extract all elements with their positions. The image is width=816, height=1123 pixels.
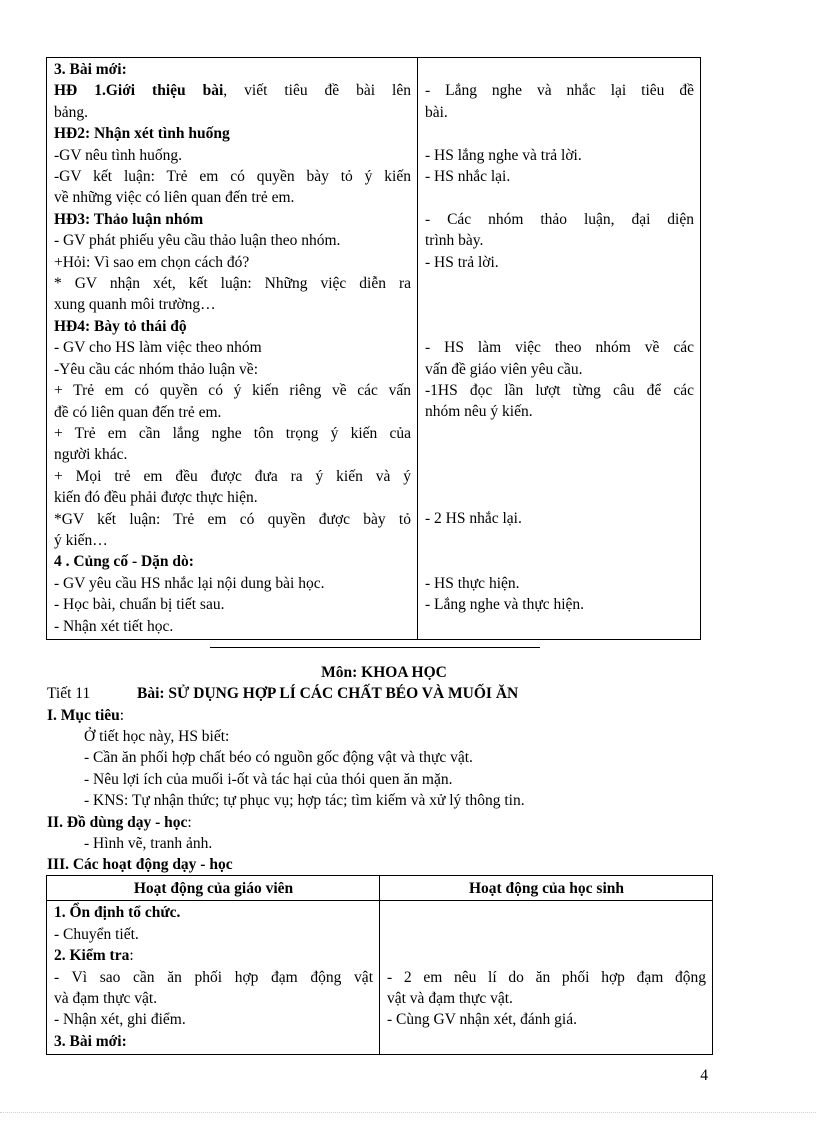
text-run: , viết tiêu đề bài lên: [223, 82, 411, 100]
text-run: * GV nhận xét, kết luận: Những việc diễn ra: [54, 275, 411, 293]
text-run: - Nhận xét tiết học.: [54, 617, 174, 635]
cell-line: [54, 444, 411, 465]
text-run: -1HS đọc lần lượt từng câu để các: [425, 382, 694, 399]
bold-text: HĐ3: Thảo luận nhóm: [54, 210, 204, 228]
activities-heading: III. Các hoạt động dạy - học: [47, 856, 233, 873]
cell-line: [54, 402, 411, 423]
text-run: - Vì sao cần ăn phối hợp đạm động vật: [54, 968, 373, 986]
materials-heading-text: II. Đồ dùng dạy - học: [47, 814, 188, 831]
cell-line: [425, 594, 694, 615]
lesson-period: Tiết 11: [47, 685, 91, 702]
text-run: - Chuyển tiết.: [54, 925, 139, 943]
text-run: kiến đó đều phải được thực hiện.: [54, 489, 258, 507]
cell-line: [54, 509, 411, 530]
objective-item: - Nêu lợi ích của muối i-ốt và tác hại của thói quen ăn mặn.: [84, 771, 453, 788]
text-run: + Mọi trẻ em đều được đưa ra ý kiến và ý: [54, 467, 411, 485]
cell-line: [425, 573, 694, 594]
subject-title: Môn: KHOA HỌC: [321, 664, 447, 681]
student-column-header: Hoạt động của học sinh: [380, 876, 713, 901]
student-activities-cell: [380, 901, 713, 1055]
cell-line: [54, 988, 373, 1009]
cell-line: [54, 209, 411, 230]
cell-line: [387, 1009, 706, 1030]
material-item: - Hình vẽ, tranh ảnh.: [84, 835, 213, 852]
cell-line: [425, 273, 694, 294]
cell-line: [54, 902, 373, 923]
cell-line: [54, 530, 411, 551]
cell-line: [425, 59, 694, 80]
text-run: - Các nhóm thảo luận, đại diện: [425, 210, 694, 228]
bold-text: 4 . Củng cố - Dặn dò:: [54, 553, 194, 571]
text-run: - HS nhắc lại.: [425, 168, 511, 185]
cell-line: [54, 187, 411, 208]
teacher-column-header: Hoạt động của giáo viên: [47, 876, 380, 901]
text-run: - HS làm việc theo nhóm về các: [425, 339, 694, 357]
cell-line: [54, 316, 411, 337]
cell-line: [425, 80, 694, 101]
cell-line: [54, 230, 411, 251]
teacher-activities-cell: [47, 901, 380, 1055]
cell-line: [425, 359, 694, 380]
text-run: vật và đạm thực vật.: [387, 989, 513, 1007]
cell-line: [54, 80, 411, 101]
cell-line: [387, 902, 706, 923]
bold-text: 1. Ổn định tổ chức.: [54, 904, 181, 922]
text-run: về những việc có liên quan đến trẻ em.: [54, 189, 295, 207]
cell-line: [425, 123, 694, 144]
text-run: - HS trả lời.: [425, 253, 499, 271]
cell-line: [54, 487, 411, 508]
cell-line: [54, 252, 411, 273]
objectives-intro: Ở tiết học này, HS biết:: [84, 728, 230, 745]
cell-line: [387, 988, 706, 1009]
bold-text: 3. Bài mới:: [54, 1032, 127, 1050]
text-run: +Hỏi: Vì sao em chọn cách đó?: [54, 253, 250, 271]
cell-line: [425, 102, 694, 123]
text-run: xung quanh môi trường…: [54, 296, 216, 314]
text-run: - Cùng GV nhận xét, đánh giá.: [387, 1011, 577, 1029]
cell-line: [425, 230, 694, 251]
text-run: - GV cho HS làm việc theo nhóm: [54, 339, 262, 357]
cell-line: [425, 209, 694, 230]
cell-line: [425, 145, 694, 166]
cell-line: [54, 102, 411, 123]
cell-line: [425, 337, 694, 358]
cell-line: [387, 924, 706, 945]
cell-line: [54, 123, 411, 144]
cell-line: [54, 466, 411, 487]
cell-line: [54, 359, 411, 380]
text-run: và đạm thực vật.: [54, 990, 158, 1008]
cell-line: [425, 252, 694, 273]
cell-line: [425, 166, 694, 187]
cell-line: [425, 444, 694, 465]
cell-line: [425, 294, 694, 315]
bold-text: 3. Bài mới:: [54, 61, 127, 78]
cell-line: [54, 616, 411, 637]
objectives-heading: I. Mục tiêu:: [47, 707, 125, 724]
cell-line: [425, 487, 694, 508]
bold-text: HĐ 1.Giới thiệu bài: [54, 82, 224, 100]
cell-line: [425, 508, 694, 529]
cell-line: [387, 1031, 706, 1052]
text-run: - 2 HS nhắc lại.: [425, 510, 522, 528]
text-run: - HS lắng nghe và trả lời.: [425, 146, 582, 164]
bold-text: 2. Kiểm tra: [54, 947, 130, 965]
text-run: -GV kết luận: Trẻ em có quyền bày tỏ ý kiến: [54, 168, 411, 186]
text-run: trình bày.: [425, 232, 484, 250]
objectives-heading-text: I. Mục tiêu: [47, 707, 120, 724]
text-run: bài.: [425, 103, 448, 121]
text-run: - GV yêu cầu HS nhắc lại nội dung bài học.: [54, 574, 325, 592]
materials-heading: II. Đồ dùng dạy - học:: [47, 814, 192, 831]
cell-line: [54, 573, 411, 594]
cell-line: [425, 615, 694, 636]
cell-line: [54, 380, 411, 401]
cell-line: [425, 380, 694, 401]
cell-line: [54, 924, 373, 945]
text-run: -GV nêu tình huống.: [54, 146, 183, 164]
lesson-table-continued: [46, 57, 701, 640]
cell-line: [54, 1009, 373, 1030]
cell-line: [54, 166, 411, 187]
text-run: - Lắng nghe và thực hiện.: [425, 595, 585, 613]
text-run: + Trẻ em có quyền có ý kiến riêng về các vấn: [54, 382, 411, 400]
text-run: vấn đề giáo viên yêu cầu.: [425, 360, 583, 378]
cell-line: [54, 967, 373, 988]
cell-line: [425, 551, 694, 572]
text-run: - Lắng nghe và nhắc lại tiêu đề: [425, 82, 694, 100]
student-activities-cell: [418, 58, 701, 640]
cell-line: [54, 59, 411, 80]
text-run: - Nhận xét, ghi điểm.: [54, 1011, 186, 1029]
text-run: bảng.: [54, 103, 89, 121]
bold-text: HĐ4: Bày tỏ thái độ: [54, 317, 187, 335]
cell-line: [387, 967, 706, 988]
objective-item: - Cần ăn phối hợp chất béo có nguồn gốc động vật và thực vật.: [84, 749, 473, 766]
cell-line: [387, 945, 706, 966]
text-run: nhóm nêu ý kiến.: [425, 403, 533, 421]
text-run: :: [129, 947, 134, 965]
bold-text: HĐ2: Nhận xét tình huống: [54, 125, 230, 143]
cell-line: [54, 145, 411, 166]
cell-line: [425, 466, 694, 487]
cell-line: [425, 401, 694, 422]
text-run: ý kiến…: [54, 531, 108, 549]
activities-table: [46, 875, 713, 1055]
cell-line: [54, 337, 411, 358]
page-bottom-dotted-edge: [0, 1112, 816, 1113]
cell-line: [425, 423, 694, 444]
cell-line: [54, 273, 411, 294]
text-run: + Trẻ em cần lắng nghe tôn trọng ý kiến của: [54, 424, 411, 442]
lesson-title: Bài: SỬ DỤNG HỢP LÍ CÁC CHẤT BÉO VÀ MUỐI ĂN: [137, 685, 519, 702]
text-run: người khác.: [54, 446, 128, 464]
cell-line: [425, 530, 694, 551]
cell-line: [54, 423, 411, 444]
text-run: - HS thực hiện.: [425, 574, 520, 592]
text-run: -Yêu cầu các nhóm thảo luận về:: [54, 360, 258, 378]
objective-item: - KNS: Tự nhận thức; tự phục vụ; hợp tác; tìm kiếm và xử lý thông tin.: [84, 792, 525, 809]
cell-line: [425, 187, 694, 208]
cell-line: [54, 945, 373, 966]
text-run: *GV kết luận: Trẻ em có quyền được bày tỏ: [54, 510, 411, 528]
cell-line: [54, 1031, 373, 1052]
teacher-activities-cell: [47, 58, 418, 640]
section-divider: [210, 647, 540, 648]
cell-line: [54, 551, 411, 572]
cell-line: [54, 294, 411, 315]
text-run: - Học bài, chuẩn bị tiết sau.: [54, 596, 225, 614]
page-number: 4: [700, 1067, 708, 1084]
text-run: - 2 em nêu lí do ăn phối hợp đạm động: [387, 968, 706, 986]
cell-line: [54, 594, 411, 615]
text-run: - GV phát phiếu yêu cầu thảo luận theo nhóm.: [54, 232, 341, 250]
text-run: đề có liên quan đến trẻ em.: [54, 403, 222, 421]
cell-line: [425, 316, 694, 337]
